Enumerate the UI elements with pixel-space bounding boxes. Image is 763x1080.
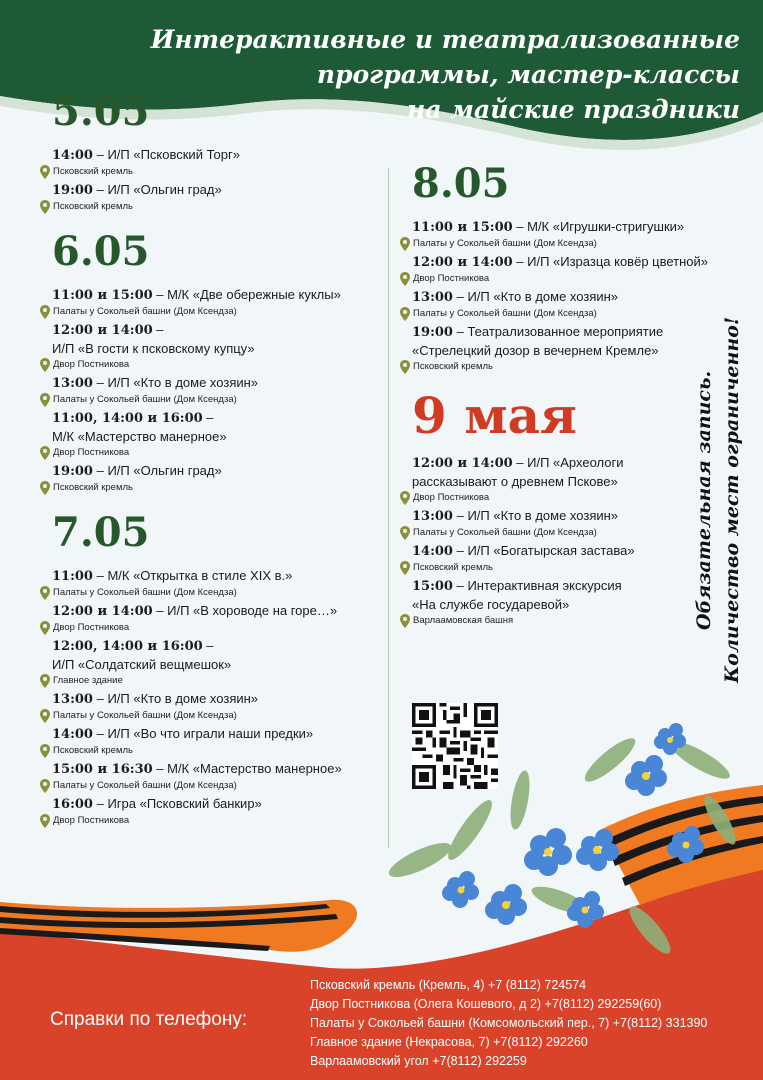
event-location-text: Варлаамовская башня (413, 615, 514, 626)
column-divider (388, 168, 389, 848)
event-location-text: Двор Постникова (53, 815, 130, 826)
event-location (40, 621, 385, 635)
event-location-text: Палаты у Сокольей башни (Дом Ксендза) (53, 587, 237, 598)
event-time: 14:00 (412, 544, 453, 559)
event-name: – И/П «Солдатский вещмешок» (52, 638, 232, 672)
day-block (40, 228, 385, 495)
location-pin-icon (40, 481, 50, 495)
location-pin-icon (40, 165, 50, 179)
event-time: 13:00 (412, 290, 453, 305)
event-location-text: Палаты у Сокольей башни (Дом Ксендза) (413, 308, 597, 319)
event-location-text: Главное здание (53, 675, 123, 686)
event-title (52, 637, 385, 674)
location-pin-icon (400, 491, 410, 505)
header-title-line: программы, мастер-классы (316, 60, 740, 89)
location-pin-icon (40, 744, 50, 758)
event-time: 19:00 (52, 464, 93, 479)
date-heading: 9 мая (412, 386, 577, 445)
event-time: 12:00, 14:00 и 16:00 (52, 639, 203, 654)
location-pin-icon (400, 237, 410, 251)
event-location (400, 237, 750, 251)
event-location (40, 586, 385, 600)
date-heading: 6.05 (52, 228, 150, 275)
event-location-text: Двор Постникова (53, 359, 130, 370)
event-item (40, 462, 385, 495)
event-name: – М/К «Мастерство манерное» (52, 410, 227, 444)
event-title (52, 409, 385, 446)
event-location (40, 481, 385, 495)
event-location-text: Палаты у Сокольей башни (Дом Ксендза) (53, 394, 237, 405)
event-location (40, 200, 385, 214)
event-item (40, 321, 385, 372)
event-title (52, 795, 385, 814)
event-name: – И/П «Ольгин град» (92, 463, 222, 478)
footer-contact-line: Двор Постникова (Олега Кошевого, д 2) +7(8112) 292259(60) (310, 997, 662, 1011)
event-location-text: Псковский кремль (413, 361, 493, 372)
footer-contact-line: Псковский кремль (Кремль, 4) +7 (8112) 724574 (310, 978, 587, 992)
event-name: – И/П «Кто в доме хозяин» (452, 289, 619, 304)
event-item (40, 567, 385, 600)
location-pin-icon (40, 305, 50, 319)
event-time: 12:00 и 14:00 (412, 456, 513, 471)
footer-contact-line: Варлаамовский угол +7(8112) 292259 (310, 1054, 527, 1068)
event-item (40, 637, 385, 688)
location-pin-icon (400, 272, 410, 286)
event-location (40, 305, 385, 319)
event-name: – Театрализованное мероприятие «Стрелецкий дозор в вечернем Кремле» (412, 324, 664, 358)
event-location-text: Палаты у Сокольей башни (Дом Ксендза) (53, 780, 237, 791)
event-location-text: Палаты у Сокольей башни (Дом Ксендза) (53, 306, 237, 317)
event-item (40, 725, 385, 758)
schedule-left-column (40, 88, 385, 842)
event-name: – И/П «Богатырская застава» (452, 543, 635, 558)
location-pin-icon (40, 709, 50, 723)
location-pin-icon (400, 526, 410, 540)
event-time: 11:00 и 15:00 (52, 288, 153, 303)
event-location-text: Псковский кремль (53, 745, 133, 756)
event-name: – Интерактивная экскурсия «На службе государевой» (412, 578, 622, 612)
event-time: 19:00 (412, 325, 453, 340)
event-location (40, 744, 385, 758)
event-location-text: Палаты у Сокольей башни (Дом Ксендза) (413, 527, 597, 538)
event-item (40, 602, 385, 635)
event-time: 13:00 (52, 692, 93, 707)
location-pin-icon (40, 814, 50, 828)
event-item (400, 218, 750, 251)
event-location (40, 165, 385, 179)
event-title (52, 321, 385, 358)
event-item (400, 253, 750, 286)
event-location-text: Палаты у Сокольей башни (Дом Ксендза) (413, 238, 597, 249)
event-name: – И/П «Кто в доме хозяин» (92, 375, 259, 390)
event-location-text: Псковский кремль (53, 482, 133, 493)
event-location (40, 393, 385, 407)
event-name: – И/П «В гости к псковскому купцу» (52, 322, 255, 356)
footer-label: Справки по телефону: (50, 1009, 248, 1030)
event-location-text: Палаты у Сокольей башни (Дом Ксендза) (53, 710, 237, 721)
footer-contacts (310, 976, 755, 1071)
event-title (52, 690, 385, 709)
location-pin-icon (400, 360, 410, 374)
event-time: 14:00 (52, 148, 93, 163)
location-pin-icon (40, 358, 50, 372)
location-pin-icon (400, 614, 410, 628)
event-time: 11:00 (52, 569, 93, 584)
event-time: 15:00 (412, 579, 453, 594)
event-location (40, 674, 385, 688)
event-time: 13:00 (52, 376, 93, 391)
event-time: 11:00, 14:00 и 16:00 (52, 411, 203, 426)
registration-notice (690, 290, 746, 710)
event-time: 11:00 и 15:00 (412, 220, 513, 235)
event-name: – М/К «Мастерство манерное» (152, 761, 342, 776)
event-location (400, 272, 750, 286)
location-pin-icon (40, 674, 50, 688)
day-block (40, 509, 385, 828)
event-name: – И/П «В хороводе на горе…» (152, 603, 338, 618)
footer-contact-line: Главное здание (Некрасова, 7) +7(8112) 292260 (310, 1035, 588, 1049)
event-name: – И/П «Кто в доме хозяин» (452, 508, 619, 523)
event-title (52, 462, 385, 481)
qr-code[interactable] (412, 703, 498, 789)
event-name: – Игра «Псковский банкир» (92, 796, 262, 811)
day-block (40, 88, 385, 214)
location-pin-icon (40, 586, 50, 600)
event-name: – М/К «Открытка в стиле XIX в.» (92, 568, 293, 583)
event-time: 16:00 (52, 797, 93, 812)
event-time: 12:00 и 14:00 (52, 604, 153, 619)
registration-notice-line: Обязательная запись. (693, 370, 715, 630)
event-location-text: Двор Постникова (53, 447, 130, 458)
event-title (52, 286, 385, 305)
event-time: 19:00 (52, 183, 93, 198)
location-pin-icon (400, 561, 410, 575)
location-pin-icon (40, 621, 50, 635)
event-time: 15:00 и 16:30 (52, 762, 153, 777)
event-item (40, 795, 385, 828)
event-item (40, 690, 385, 723)
event-name: – М/К «Две обережные куклы» (152, 287, 341, 302)
event-location-text: Псковский кремль (53, 166, 133, 177)
location-pin-icon (400, 307, 410, 321)
event-title (52, 760, 385, 779)
event-location-text: Псковский кремль (53, 201, 133, 212)
event-location (40, 358, 385, 372)
header-title-line: Интерактивные и театрализованные (150, 25, 740, 54)
event-time: 12:00 и 14:00 (412, 255, 513, 270)
event-name: – М/К «Игрушки-стригушки» (512, 219, 685, 234)
event-name: – И/П «Ольгин град» (92, 182, 222, 197)
event-title (52, 374, 385, 393)
event-item (40, 760, 385, 793)
event-item (40, 409, 385, 460)
location-pin-icon (40, 200, 50, 214)
event-name: – И/П «Во что играли наши предки» (92, 726, 314, 741)
event-title (412, 253, 750, 272)
event-item (40, 286, 385, 319)
event-location (40, 779, 385, 793)
event-title (412, 218, 750, 237)
event-title (52, 725, 385, 744)
event-name: – И/П «Археологи рассказывают о древнем Пскове» (412, 455, 624, 489)
event-time: 14:00 (52, 727, 93, 742)
event-time: 12:00 и 14:00 (52, 323, 153, 338)
event-name: – И/П «Псковский Торг» (92, 147, 240, 162)
location-pin-icon (40, 393, 50, 407)
event-location-text: Двор Постникова (413, 492, 490, 503)
date-heading: 8.05 (412, 160, 510, 207)
event-title (52, 181, 385, 200)
event-name: – И/П «Изразца ковёр цветной» (512, 254, 709, 269)
event-title (52, 146, 385, 165)
event-location (40, 446, 385, 460)
event-location-text: Двор Постникова (53, 622, 130, 633)
event-time: 13:00 (412, 509, 453, 524)
location-pin-icon (40, 446, 50, 460)
event-location (40, 709, 385, 723)
event-title (52, 602, 385, 621)
registration-notice-line: Количество мест ограниченно! (721, 316, 743, 684)
date-heading: 7.05 (52, 509, 150, 556)
footer-contact-line: Палаты у Сокольей башни (Комсомольский пер., 7) +7(8112) 331390 (310, 1016, 708, 1030)
event-name: – И/П «Кто в доме хозяин» (92, 691, 259, 706)
event-item (40, 146, 385, 179)
header-title-line: на майские праздники (407, 95, 740, 124)
event-location-text: Двор Постникова (413, 273, 490, 284)
event-item (40, 181, 385, 214)
location-pin-icon (40, 779, 50, 793)
date-heading: 5.05 (52, 88, 150, 135)
event-location (40, 814, 385, 828)
event-item (40, 374, 385, 407)
event-title (52, 567, 385, 586)
event-location-text: Псковский кремль (413, 562, 493, 573)
